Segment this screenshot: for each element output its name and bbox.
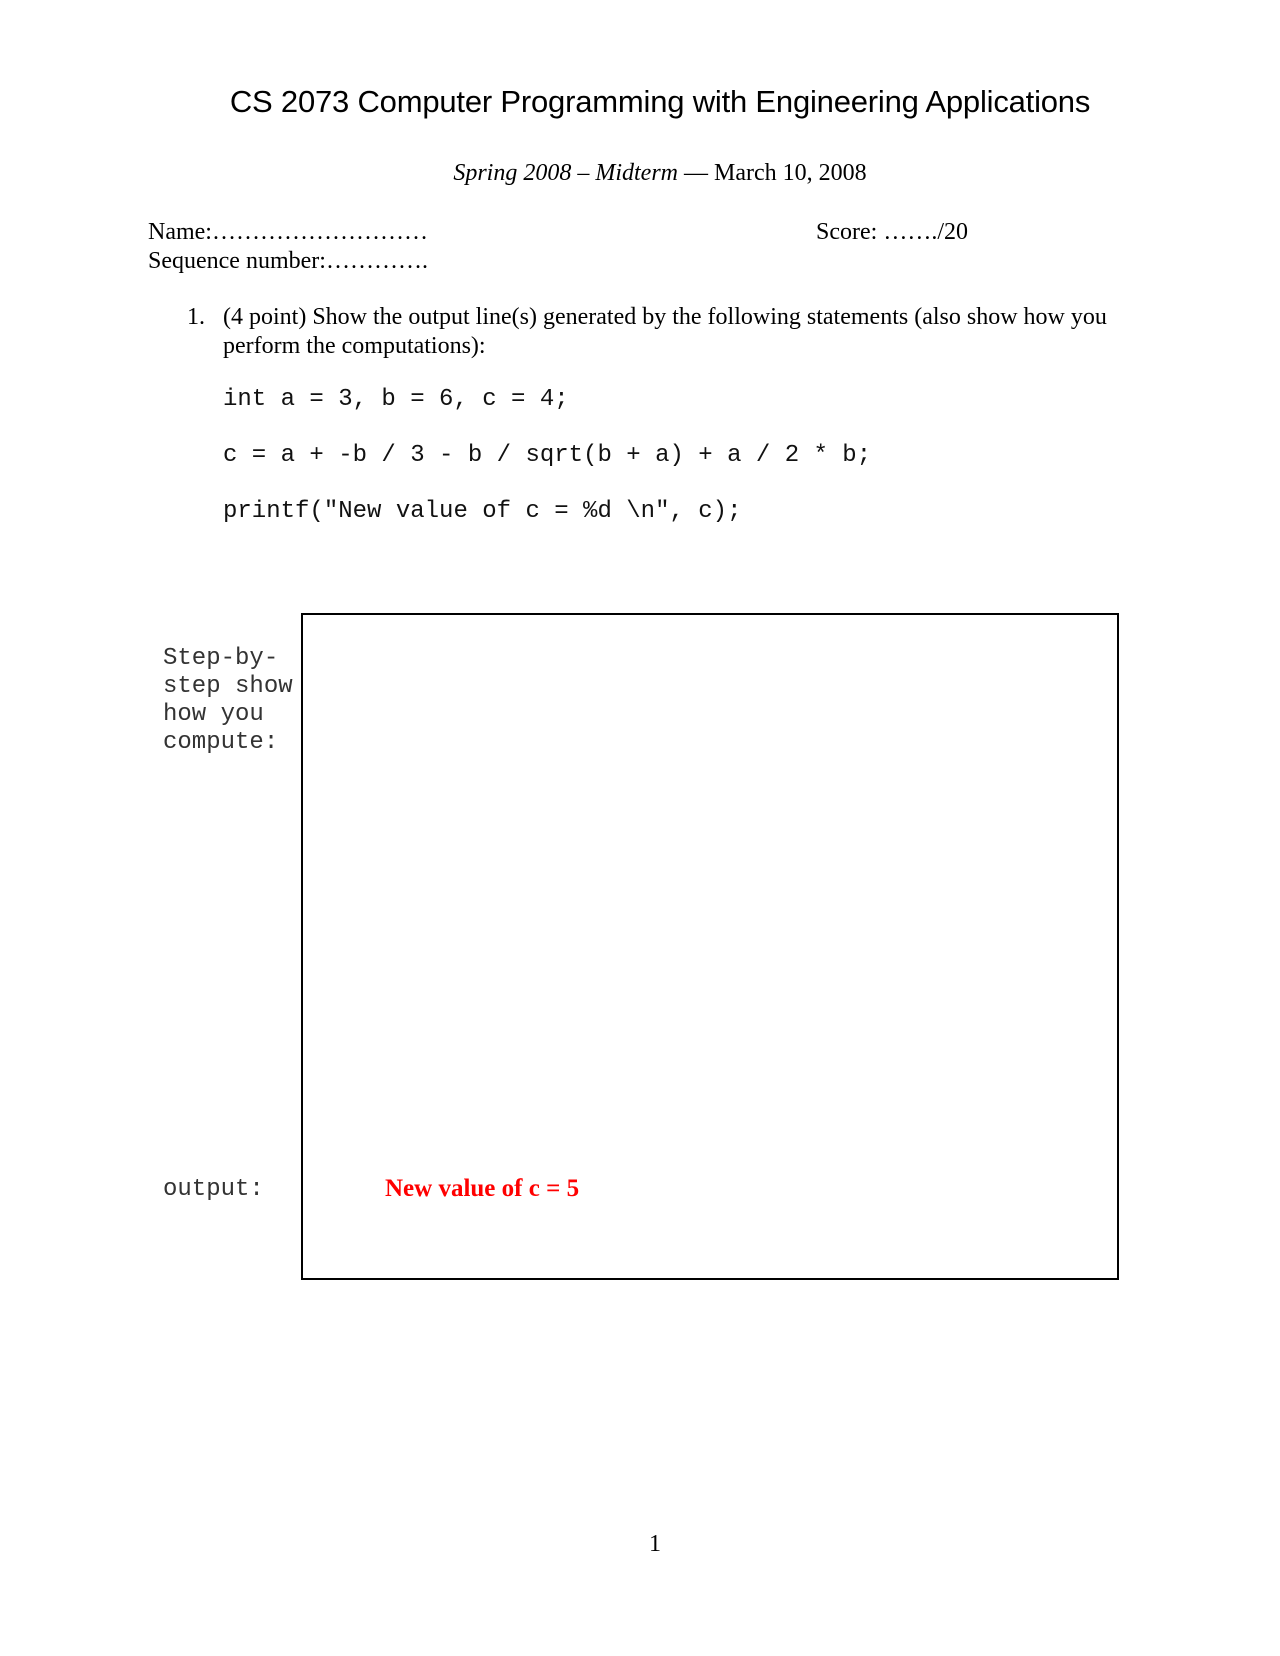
name-field: Name:……………………… — [148, 219, 428, 245]
page-number: 1 — [649, 1531, 661, 1557]
answer-text: New value of c = 5 — [385, 1175, 580, 1202]
code-line-2: c = a + -b / 3 - b / sqrt(b + a) + a / 2 * b; — [223, 442, 872, 469]
code-line-3: printf("New value of c = %d \n", c); — [223, 498, 742, 525]
output-label: output: — [163, 1176, 264, 1203]
exam-title: CS 2073 Computer Programming with Engineering Applications — [229, 84, 1091, 119]
exam-subtitle — [0, 160, 1280, 187]
sequence-number-field: Sequence number:…………. — [148, 248, 428, 274]
question-number: 1. — [187, 304, 205, 330]
exam-term: Spring 2008 – Midterm — [453, 160, 679, 186]
steps-label: Step-by- step show how you compute: — [163, 645, 293, 756]
question-text: (4 point) Show the output line(s) generated by the following statements (also show how you perform the computations): — [223, 304, 1107, 359]
exam-date: — March 10, 2008 — [684, 160, 867, 186]
code-line-1: int a = 3, b = 6, c = 4; — [223, 386, 569, 413]
score-field: Score: ……./20 — [816, 219, 968, 245]
